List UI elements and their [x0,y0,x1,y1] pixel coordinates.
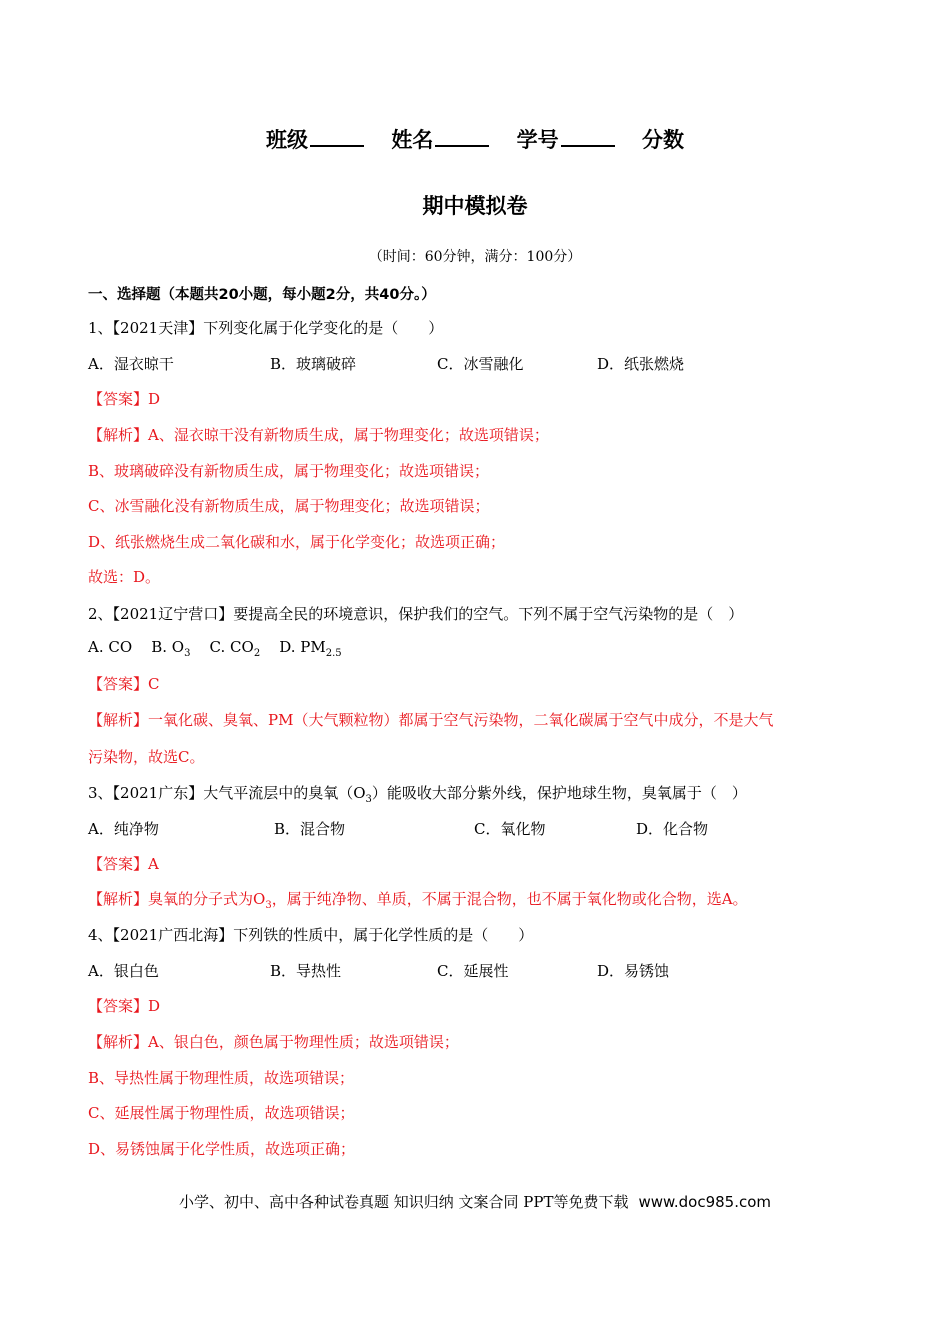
question-stem: 4、【2021广西北海】下列铁的性质中，属于化学性质的是（ ） [88,926,534,944]
analysis-line: D、易锈蚀属于化学性质，故选项正确； [88,1140,356,1158]
option-c: C．延展性 [437,962,509,980]
analysis-line: 【解析】臭氧的分子式为$O_3$，属于纯净物、单质，不属于混合物，也不属于氧化物或化合物，选A。 [88,890,748,911]
option-b: B．玻璃破碎 [270,355,357,373]
option-d: D．易锈蚀 [597,962,670,980]
student-id-blank[interactable] [561,127,615,147]
analysis-line: B、导热性属于物理性质，故选项错误； [88,1069,355,1087]
name-blank[interactable] [435,127,489,147]
analysis-line: 【解析】A、银白色，颜色属于物理性质；故选项错误； [88,1033,459,1051]
footer [0,1191,950,1212]
option-a: A．湿衣晾干 [88,355,174,373]
option-d: D. $PM_{2.5}$ [279,638,342,659]
footer-text: 小学、初中、高中各种试卷真题 知识归纳 文案合同 PPT等免费下载 [178,1193,629,1211]
analysis-line: 【解析】一氧化碳、臭氧、PM（大气颗粒物）都属于空气污染物，二氧化碳属于空气中成分，不是大气 [88,711,774,729]
answer: 【答案】D [88,997,161,1015]
option-d: D．化合物 [636,820,709,838]
answer: 【答案】D [88,390,161,408]
option-b: B．导热性 [270,962,342,980]
analysis-line: C、延展性属于物理性质，故选项错误； [88,1104,355,1122]
question-stem: 1、【2021天津】下列变化属于化学变化的是（ ） [88,319,444,337]
class-field: 班级 [266,124,364,154]
option-a: A．纯净物 [88,820,159,838]
student-id-field: 学号 [517,124,615,154]
analysis-line: 【解析】A、湿衣晾干没有新物质生成，属于物理变化；故选项错误； [88,426,549,444]
student-info-header [0,124,950,154]
class-blank[interactable] [310,127,364,147]
name-field: 姓名 [391,124,489,154]
analysis-line: C、冰雪融化没有新物质生成，属于物理变化；故选项错误； [88,497,490,515]
exam-info: （时间：60分钟，满分：100分） [368,249,582,265]
analysis-line: D、纸张燃烧生成二氧化碳和水，属于化学变化；故选项正确； [88,533,506,551]
analysis-line: 污染物，故选C。 [88,748,205,766]
section-title: 一、选择题（本题共20小题，每小题2分，共40分。） [88,287,436,303]
answer: 【答案】A [88,855,159,873]
question-stem: 2、【2021辽宁营口】要提高全民的环境意识，保护我们的空气。下列不属于空气污染物的是（ ） [88,605,744,623]
analysis-line: B、玻璃破碎没有新物质生成，属于物理变化；故选项错误； [88,462,490,480]
option-b: B．混合物 [274,820,346,838]
score-field: 分数 [641,128,684,152]
question-stem: 3、【2021广东】大气平流层中的臭氧$(O_3)$能吸收大部分紫外线，保护地球生物，臭氧属于（ ） [88,784,747,805]
conclusion: 故选：D。 [88,568,161,586]
option-b: B. $O_3$ [151,638,191,659]
answer: 【答案】C [88,675,160,693]
option-d: D．纸张燃烧 [597,355,685,373]
footer-link[interactable]: www.doc985.com [638,1193,772,1211]
option-c: C．氧化物 [474,820,546,838]
option-a: A. CO [88,638,133,656]
option-a: A．银白色 [88,962,159,980]
options-row [88,638,342,659]
page-title: 期中模拟卷 [422,194,528,218]
option-c: C．冰雪融化 [437,355,524,373]
option-c: C. $CO_2$ [209,638,261,659]
